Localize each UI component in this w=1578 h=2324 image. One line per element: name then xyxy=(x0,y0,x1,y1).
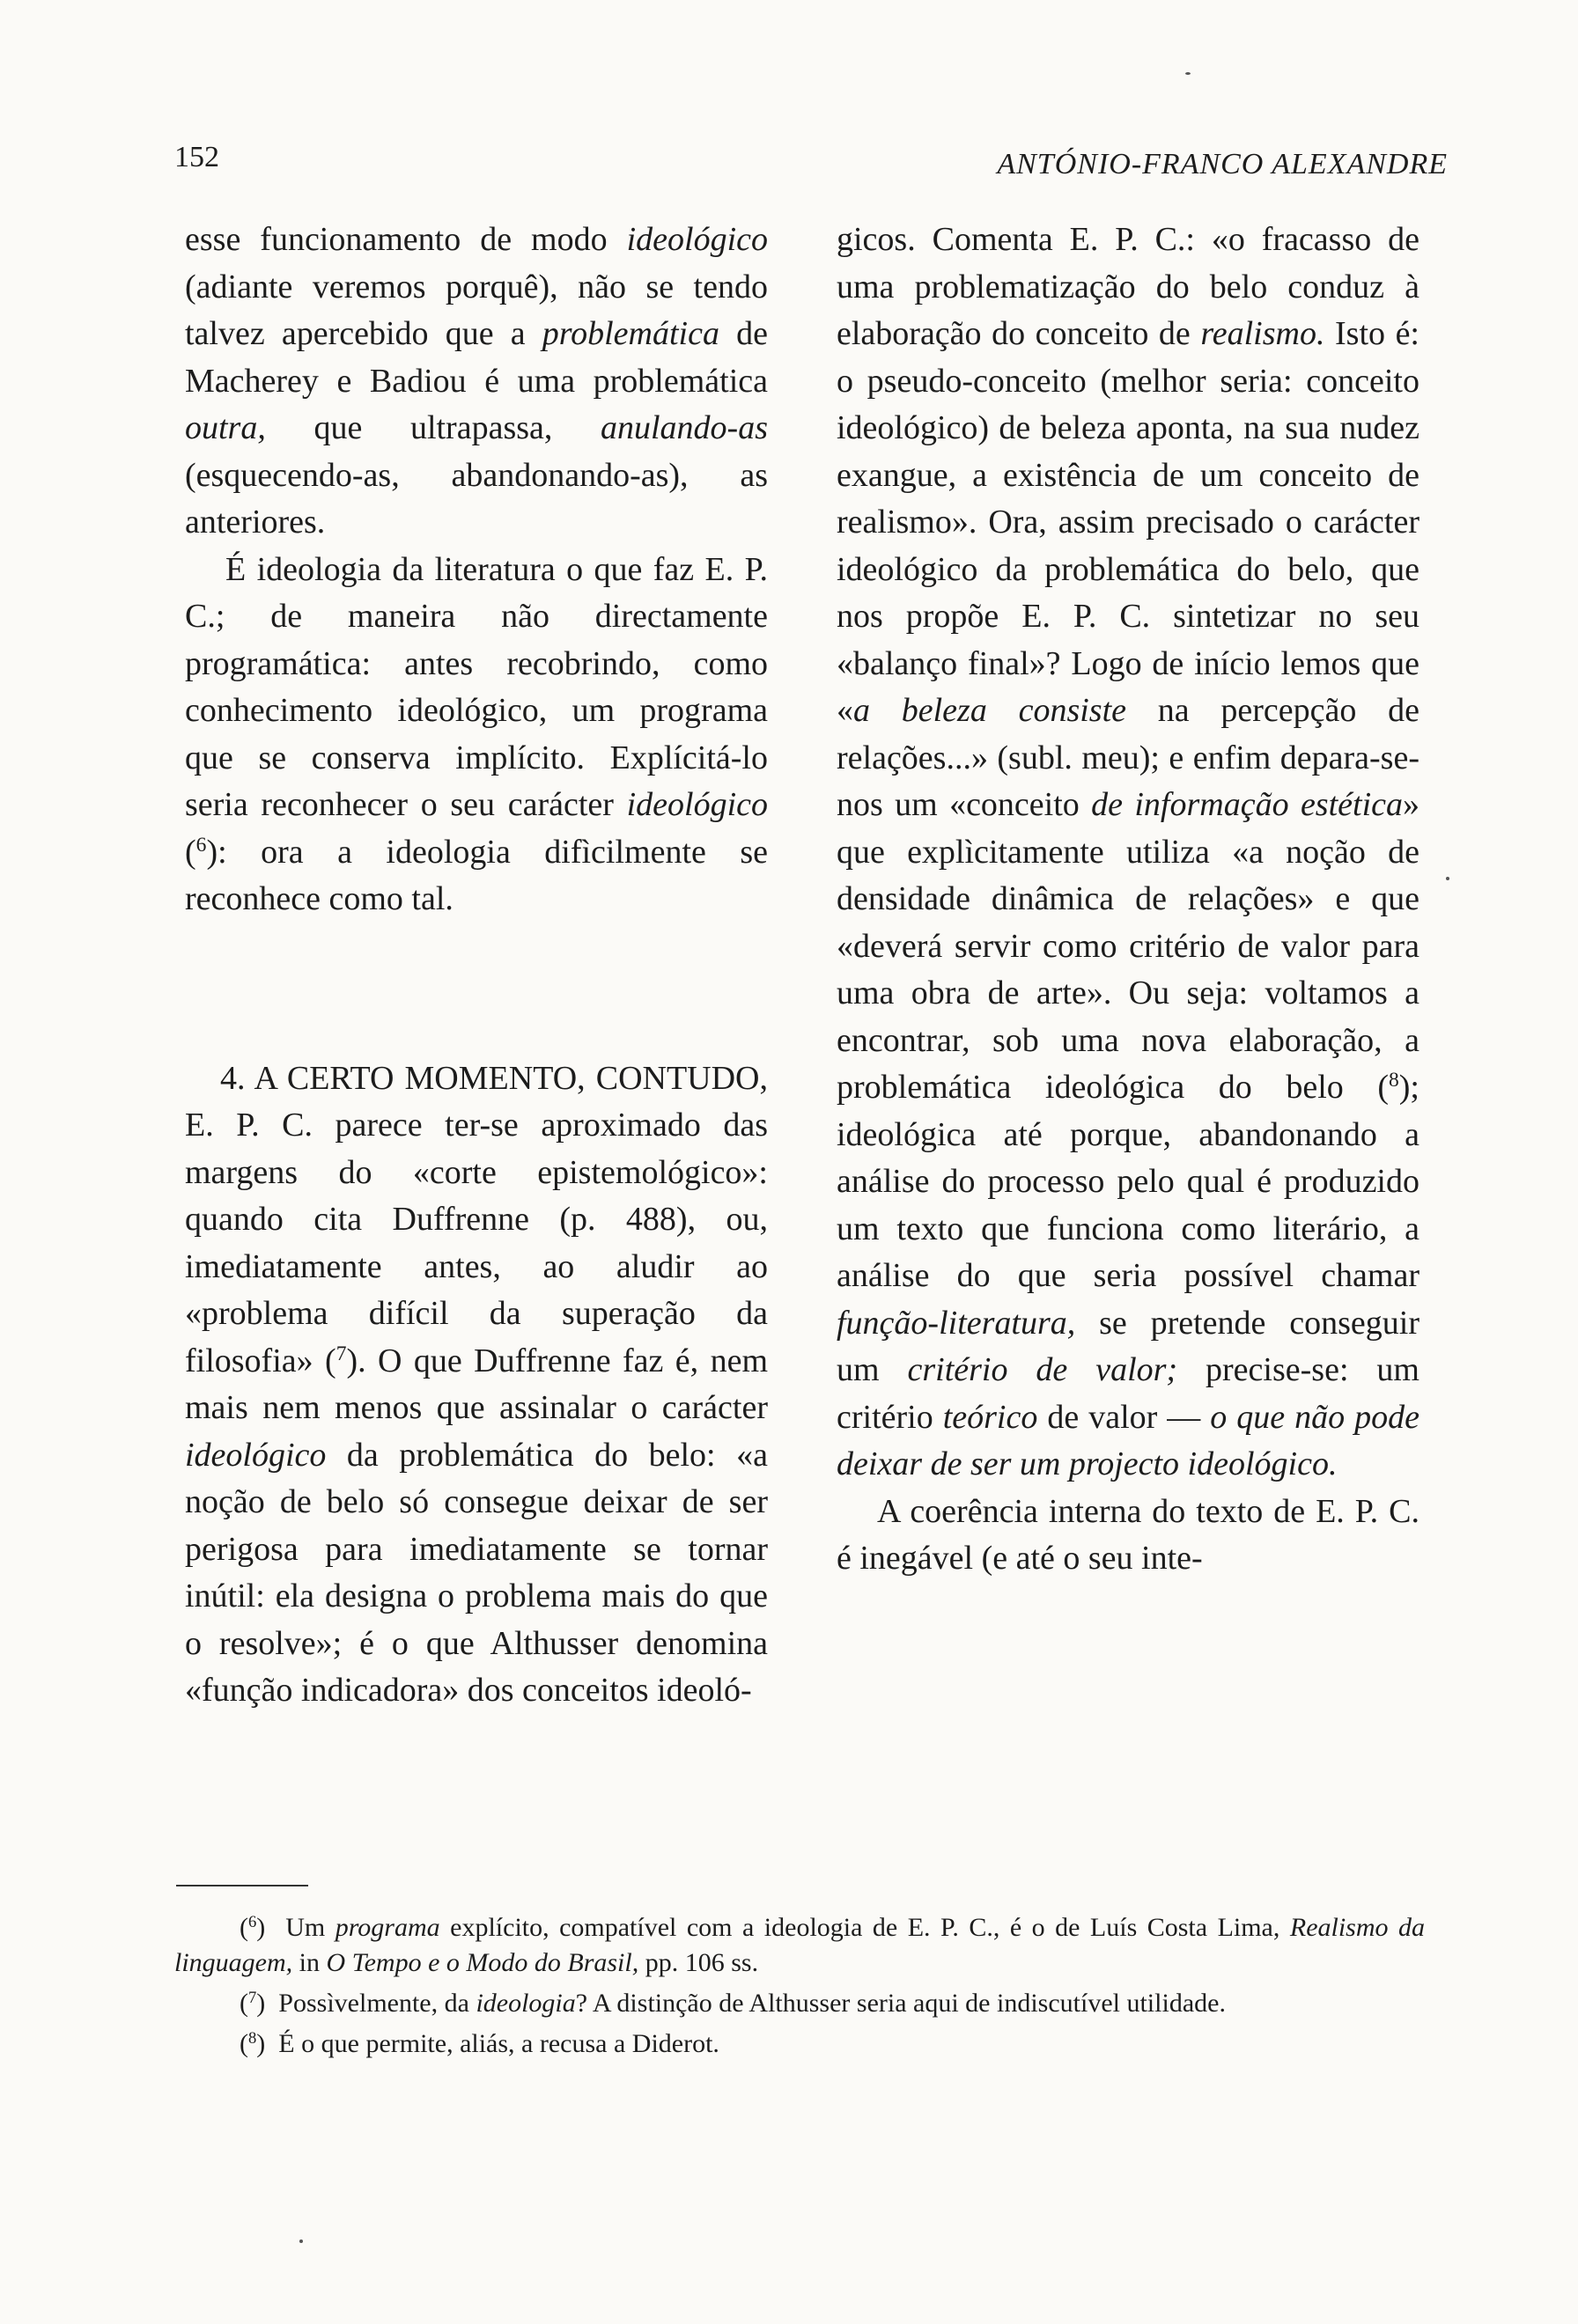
footnote-divider xyxy=(176,1885,308,1886)
left-column xyxy=(185,217,768,1715)
section-lead: A CERTO MOMENTO, CONTUDO, xyxy=(254,1059,768,1097)
footnote-mark: 6 xyxy=(248,1912,257,1931)
footnote-ref: 8 xyxy=(1389,1069,1399,1092)
right-column xyxy=(837,217,1419,1583)
footnote-ref: 7 xyxy=(336,1342,347,1365)
section-paragraph: 4. A CERTO MOMENTO, CONTUDO, E. P. C. parece ter-se aproximado das margens do «corte epistemológico»: quando cita Duffrenne (p. 488), ou, imediatamente antes, ao aludir ao «problema difícil da superação da filosofia» ($^7$). O que Duffrenne faz é, nem mais nem menos que assinalar o carácter ideológico da problemática do belo: «a noção de belo só consegue deixar de ser perigosa para imediatamente se tornar inútil: ela designa o problema mais do que o resolve»; é o que Althusser denomina «função indicadora» dos conceitos ideoló- xyxy=(185,1059,768,1709)
paragraph: gicos. Comenta E. P. C.: «o fracasso de uma problematização do belo conduz à elaboração do conceito de realismo. Isto é: o pseudo-conceito (melhor seria: conceito ideológico) de beleza aponta, na sua nudez exangue, a existência de um conceito de realismo». Ora, assim precisado o carácter ideológico da problemática do belo, que nos propõe E. P. C. sintetizar no seu «balanço final»? Logo de início lemos que «a beleza consiste na percepção de relações...» (subl. meu); e enfim depara-se-nos um «conceito de informação estética» que explìcitamente utiliza «a noção de densidade dinâmica de relações» e que «deverá servir como critério de valor para uma obra de arte». Ou seja: voltamos a encontrar, sob uma nova elaboração, a problemática ideológica do belo ($^8$); ideológica até porque, abandonando a análise do processo pelo qual é produzido um texto que funciona como literário, a análise do que seria possível chamar função-literatura, se pretende conseguir um critério de valor; precise-se: um critério teórico de valor — o que não pode deixar de ser um projecto ideológico. xyxy=(837,221,1419,1482)
page-number: 152 xyxy=(174,141,219,173)
print-speck xyxy=(299,2239,303,2243)
footnote-ref: 6 xyxy=(195,833,207,857)
footnotes xyxy=(174,1910,1425,2067)
paragraph: É ideologia da literatura o que faz E. P. C.; de maneira não directamente programática: antes recobrindo, como conhecimento ideológico, um programa que se conserva implícito. Explícitá-lo seria reconhecer o seu carácter ideológico ($^6$): ora a ideologia difìcilmente se reconhece como tal. xyxy=(185,550,768,917)
footnote-mark: 8 xyxy=(248,2028,257,2048)
paragraph: A coerência interna do texto de E. P. C. é inegável (e até o seu inte- xyxy=(837,1492,1419,1577)
paragraph: esse funcionamento de modo ideológico (adiante veremos porquê), não se tendo talvez apercebido que a problemática de Macherey e Badiou é uma problemática outra, que ultrapassa, anulando-as (esquecendo-as, abandonando-as), as anteriores. xyxy=(185,221,769,541)
footnote: ($^8$) É o que permite, aliás, a recusa a Diderot. xyxy=(240,2028,719,2058)
section-number: 4. xyxy=(220,1059,246,1097)
footnote: ($^7$) Possìvelmente, da ideologia? A distinção de Althusser seria aqui de indiscutível utilidade. xyxy=(240,1988,1226,2018)
running-head: ANTÓNIO-FRANCO ALEXANDRE xyxy=(997,148,1448,180)
print-speck xyxy=(1446,877,1449,880)
footnote: ($^6$) Um programa explícito, compatível com a ideologia de E. P. C., é o de Luís Costa Lima, Realismo da linguagem, in O Tempo e o Modo do Brasil, pp. 106 ss. xyxy=(174,1912,1426,1977)
footnote-mark: 7 xyxy=(248,1988,257,2007)
print-speck xyxy=(1185,72,1191,75)
